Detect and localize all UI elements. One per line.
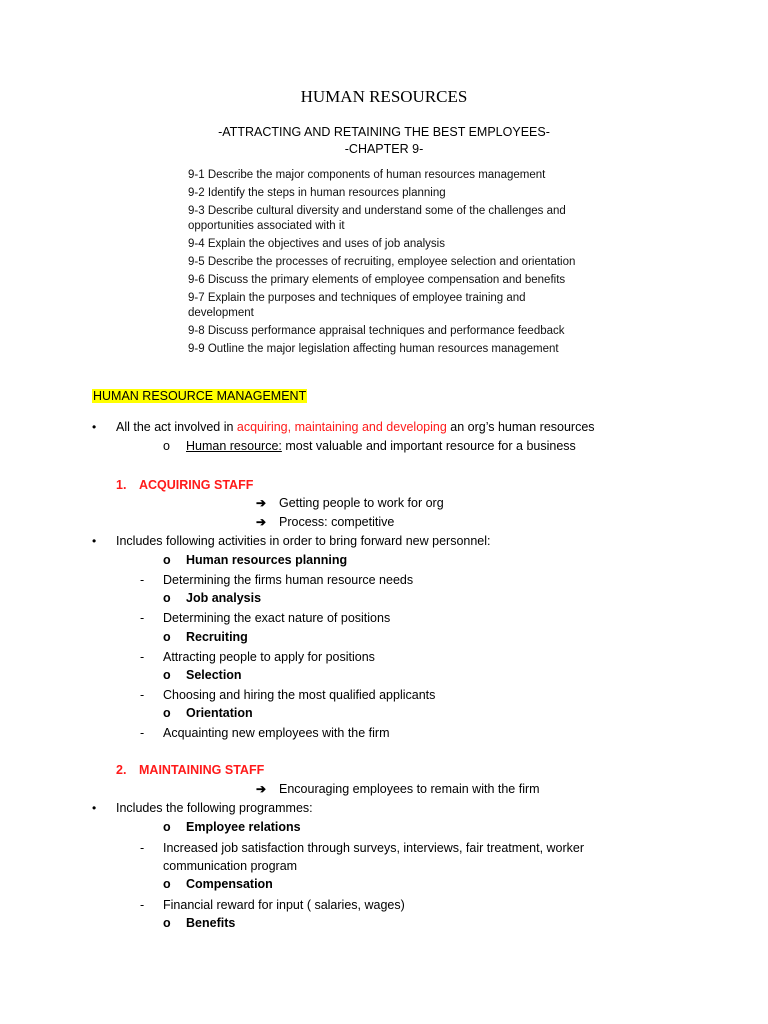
activity-description: Determining the firms human resource needs [163,573,414,587]
section-heading-acquiring: ACQUIRING STAFF [139,478,254,492]
objective-item: 9-4 Explain the objectives and uses of job analysis [188,238,445,250]
dash-icon: - [140,898,145,912]
acquiring-intro: Includes following activities in order to bring forward new personnel: [116,534,491,548]
highlighted-heading: HUMAN RESOURCE MANAGEMENT [93,389,307,403]
human-resource-note [186,438,576,454]
objective-item: 9-5 Describe the processes of recruiting, employee selection and orientation [188,256,576,268]
programme-description-cont: communication program [163,859,298,873]
programme-label: Benefits [186,916,236,930]
arrow-icon: ➔ [256,782,267,796]
objective-item: 9-6 Discuss the primary elements of employee compensation and benefits [188,274,566,286]
programme-description: Increased job satisfaction through surveys, interviews, fair treatment, worker [163,841,585,855]
human-resource-label: Human resource: [186,439,282,453]
objective-item: development [188,307,254,319]
acquiring-point: Process: competitive [279,515,395,529]
dash-icon: - [140,688,145,702]
programme-label: Compensation [186,877,273,891]
objective-item: 9-8 Discuss performance appraisal techniques and performance feedback [188,325,565,337]
dash-icon: - [140,726,145,740]
activity-description: Attracting people to apply for positions [163,650,375,664]
section-number-2: 2. [116,763,127,777]
bullet-icon: • [92,801,97,815]
objective-item: 9-7 Explain the purposes and techniques of employee training and [188,292,526,304]
activity-description: Determining the exact nature of positions [163,611,391,625]
circle-bullet-icon: o [163,877,171,891]
circle-bullet-icon: o [163,630,171,644]
maintaining-point: Encouraging employees to remain with the firm [279,782,540,796]
section-heading-maintaining: MAINTAINING STAFF [139,763,265,777]
activity-description: Acquainting new employees with the firm [163,726,390,740]
arrow-icon: ➔ [256,515,267,529]
dash-icon: - [140,841,145,855]
activity-label: Orientation [186,706,253,720]
programme-description: Financial reward for input ( salaries, wages) [163,898,405,912]
circle-bullet-icon: o [163,591,171,605]
circle-bullet-icon: o [163,668,171,682]
page-title: HUMAN RESOURCES [300,87,468,106]
section-number-1: 1. [116,478,127,492]
subtitle: -ATTRACTING AND RETAINING THE BEST EMPLOYEES- [218,125,550,139]
activity-label: Selection [186,668,242,682]
bullet-icon: • [92,420,97,434]
objective-item: 9-1 Describe the major components of human resources management [188,169,546,181]
bullet-icon: • [92,534,97,548]
dash-icon: - [140,573,145,587]
objective-item: 9-3 Describe cultural diversity and understand some of the challenges and [188,205,566,217]
definition-post: an org’s human resources [446,420,595,434]
circle-bullet-icon: o [163,553,171,567]
activity-description: Choosing and hiring the most qualified applicants [163,688,436,702]
definition-pre: All the act involved in [116,420,237,434]
activity-label: Job analysis [186,591,262,605]
maintaining-intro: Includes the following programmes: [116,801,313,815]
programme-label: Employee relations [186,820,301,834]
section-heading-hrm [92,388,307,404]
objective-item: opportunities associated with it [188,220,345,232]
circle-bullet-icon: o [163,439,170,453]
activity-label: Human resources planning [186,553,348,567]
objective-item: 9-2 Identify the steps in human resources planning [188,187,446,199]
human-resource-text: most valuable and important resource for a business [281,439,576,453]
arrow-icon: ➔ [256,496,267,510]
objective-item: 9-9 Outline the major legislation affecting human resources management [188,343,559,355]
dash-icon: - [140,611,145,625]
dash-icon: - [140,650,145,664]
acquiring-point: Getting people to work for org [279,496,444,510]
chapter-label: -CHAPTER 9- [344,142,424,156]
circle-bullet-icon: o [163,706,171,720]
hrm-definition [116,419,595,435]
circle-bullet-icon: o [163,916,171,930]
definition-emphasis: acquiring, maintaining and developing [236,420,447,434]
activity-label: Recruiting [186,630,248,644]
circle-bullet-icon: o [163,820,171,834]
